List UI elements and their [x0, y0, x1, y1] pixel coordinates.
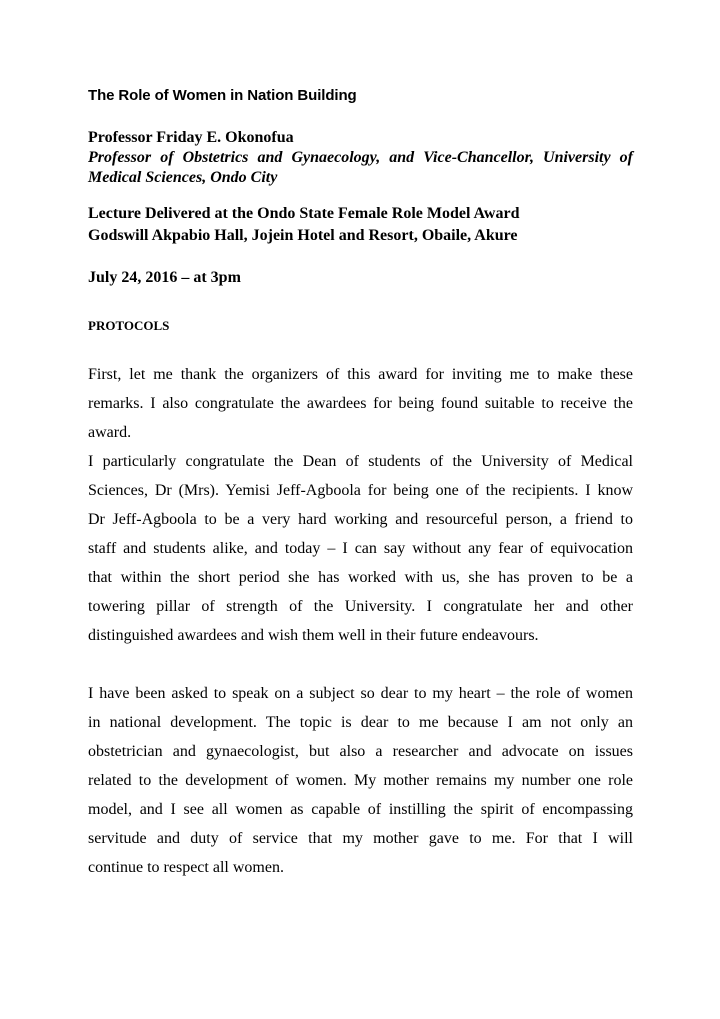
paragraph-line: Sciences, Dr (Mrs). Yemisi Jeff-Agboola for being one of the recipients. I know: [88, 482, 633, 499]
lecture-date: July 24, 2016 – at 3pm: [88, 269, 241, 286]
paragraph-line: remarks. I also congratulate the awardees for being found suitable to receive the: [88, 395, 633, 412]
lecture-venue: Godswill Akpabio Hall, Jojein Hotel and Resort, Obaile, Akure: [88, 227, 518, 244]
paragraph-congratulations: [88, 447, 633, 650]
paragraph-line: in national development. The topic is dear to me because I am not only an: [88, 714, 633, 731]
paragraph-line: servitude and duty of service that my mother gave to me. For that I will: [88, 830, 633, 847]
paragraph-line: Dr Jeff-Agboola to be a very hard working and resourceful person, a friend to: [88, 511, 633, 528]
paragraph-line: I particularly congratulate the Dean of students of the University of Medical: [88, 453, 633, 470]
document-title: The Role of Women in Nation Building: [88, 87, 357, 104]
paragraph-line: First, let me thank the organizers of this award for inviting me to make these: [88, 366, 633, 383]
paragraph-line: that within the short period she has worked with us, she has proven to be a: [88, 569, 633, 586]
section-heading-protocols: PROTOCOLS: [88, 318, 170, 333]
paragraph-line: model, and I see all women as capable of instilling the spirit of encompassing: [88, 801, 633, 818]
paragraph-line: towering pillar of strength of the University. I congratulate her and other: [88, 598, 633, 615]
lecture-event: Lecture Delivered at the Ondo State Female Role Model Award: [88, 205, 520, 222]
paragraph-line: award.: [88, 424, 132, 441]
paragraph-line: obstetrician and gynaecologist, but also a researcher and advocate on issues: [88, 743, 633, 760]
paragraph-topic: [88, 679, 633, 882]
author-affiliation: Professor of Obstetrics and Gynaecology, and Vice-Chancellor, University of Medical Sciences, Ondo City: [88, 149, 633, 186]
paragraph-line: I have been asked to speak on a subject so dear to my heart – the role of women: [88, 685, 633, 702]
author-name: Professor Friday E. Okonofua: [88, 129, 294, 146]
paragraph-line: continue to respect all women.: [88, 859, 284, 876]
paragraph-line: distinguished awardees and wish them well in their future endeavours.: [88, 627, 539, 644]
paragraph-line: staff and students alike, and today – I can say without any fear of equivocation: [88, 540, 633, 557]
paragraph-thanks: [88, 360, 633, 447]
paragraph-line: related to the development of women. My mother remains my number one role: [88, 772, 633, 789]
